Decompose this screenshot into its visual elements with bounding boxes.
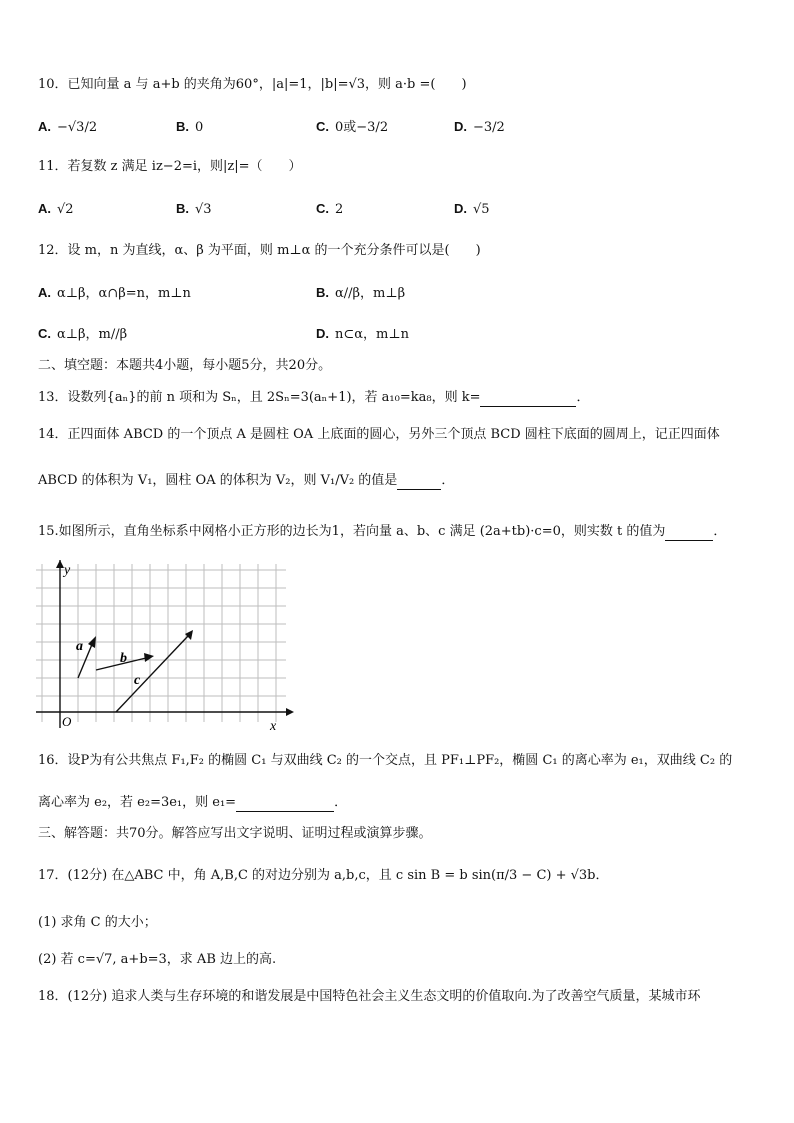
x-axis-label: x — [270, 719, 277, 734]
origin-label: O — [62, 714, 72, 729]
q12-option-c: C. α⊥β，m//β — [38, 326, 128, 342]
q14-answer-blank[interactable] — [397, 475, 441, 490]
q15-answer-blank[interactable] — [665, 526, 713, 541]
q15: 15.如图所示，直角坐标系中网格小正方形的边长为1，若向量 a、b、c 满足 (2a+tb)·c=0，则实数 t 的值为 ． — [38, 524, 727, 539]
q17-part2: (2) 若 c=√7, a+b=3，求 AB 边上的高. — [38, 952, 277, 967]
q11-option-a: A. √2 — [38, 201, 74, 217]
q10-stem: 10．已知向量 a 与 a+b 的夹角为60°，|a|=1，|b|=√3，则 a·b =( ) — [38, 77, 467, 92]
vector-c-label: c — [134, 673, 141, 688]
q11-option-c: C. 2 — [316, 201, 344, 217]
y-axis-arrow — [56, 560, 64, 568]
vector-a-label: a — [76, 639, 83, 654]
q17-stem: 17．(12分) 在△ABC 中，角 A,B,C 的对边分别为 a,b,c，且 c sin B = b sin(π/3 − C) + √3b． — [38, 868, 609, 883]
q11-option-d: D. √5 — [454, 201, 490, 217]
vector-b-label: b — [120, 651, 127, 666]
y-axis-label: y — [64, 563, 71, 578]
section2-heading: 二、填空题：本题共4小题，每小题5分，共20分。 — [38, 358, 332, 373]
q13: 13．设数列{aₙ}的前 n 项和为 Sₙ，且 2Sₙ=3(aₙ+1)，若 a₁₀=ka₈，则 k= ． — [38, 390, 590, 405]
q12-option-a: A. α⊥β，α∩β=n，m⊥n — [38, 285, 191, 301]
q14-line2: ABCD 的体积为 V₁，圆柱 OA 的体积为 V₂，则 V₁/V₂ 的值是 ． — [38, 473, 455, 488]
x-axis-arrow — [286, 708, 294, 716]
q12-option-b: B. α//β，m⊥β — [316, 285, 406, 301]
q16-line2: 离心率为 e₂，若 e₂=3e₁，则 e₁= ． — [38, 795, 348, 810]
vector-b-arrowhead — [144, 653, 154, 662]
q10-option-c: C. 0或−3/2 — [316, 119, 389, 135]
q16-line1: 16．设P为有公共焦点 F₁,F₂ 的椭圆 C₁ 与双曲线 C₂ 的一个交点，且 PF₁⊥PF₂，椭圆 C₁ 的离心率为 e₁，双曲线 C₂ 的 — [38, 753, 733, 768]
q10-option-d: D. −3/2 — [454, 119, 505, 135]
q11-stem: 11．若复数 z 满足 iz−2=i，则|z|=（ ） — [38, 159, 302, 174]
q16-answer-blank[interactable] — [236, 797, 334, 812]
q18-stem: 18．(12分) 追求人类与生存环境的和谐发展是中国特色社会主义生态文明的价值取向.为了改善空气质量，某城市环 — [38, 989, 701, 1004]
section3-heading: 三、解答题：共70分。解答应写出文字说明、证明过程或演算步骤。 — [38, 826, 432, 841]
q10-option-a: A. −√3/2 — [38, 119, 98, 135]
q10-option-b: B. 0 — [176, 119, 204, 135]
vector-grid-figure — [36, 556, 296, 734]
q12-stem: 12．设 m，n 为直线，α、β 为平面，则 m⊥α 的一个充分条件可以是( ) — [38, 243, 481, 258]
q13-answer-blank[interactable] — [480, 392, 576, 407]
q11-option-b: B. √3 — [176, 201, 212, 217]
vector-c — [116, 636, 188, 712]
q14-line1: 14．正四面体 ABCD 的一个顶点 A 是圆柱 OA 上底面的圆心，另外三个顶点 BCD 圆柱下底面的圆周上，记正四面体 — [38, 427, 720, 442]
q12-option-d: D. n⊂α，m⊥n — [316, 326, 409, 342]
q17-part1: (1) 求角 C 的大小； — [38, 915, 157, 930]
